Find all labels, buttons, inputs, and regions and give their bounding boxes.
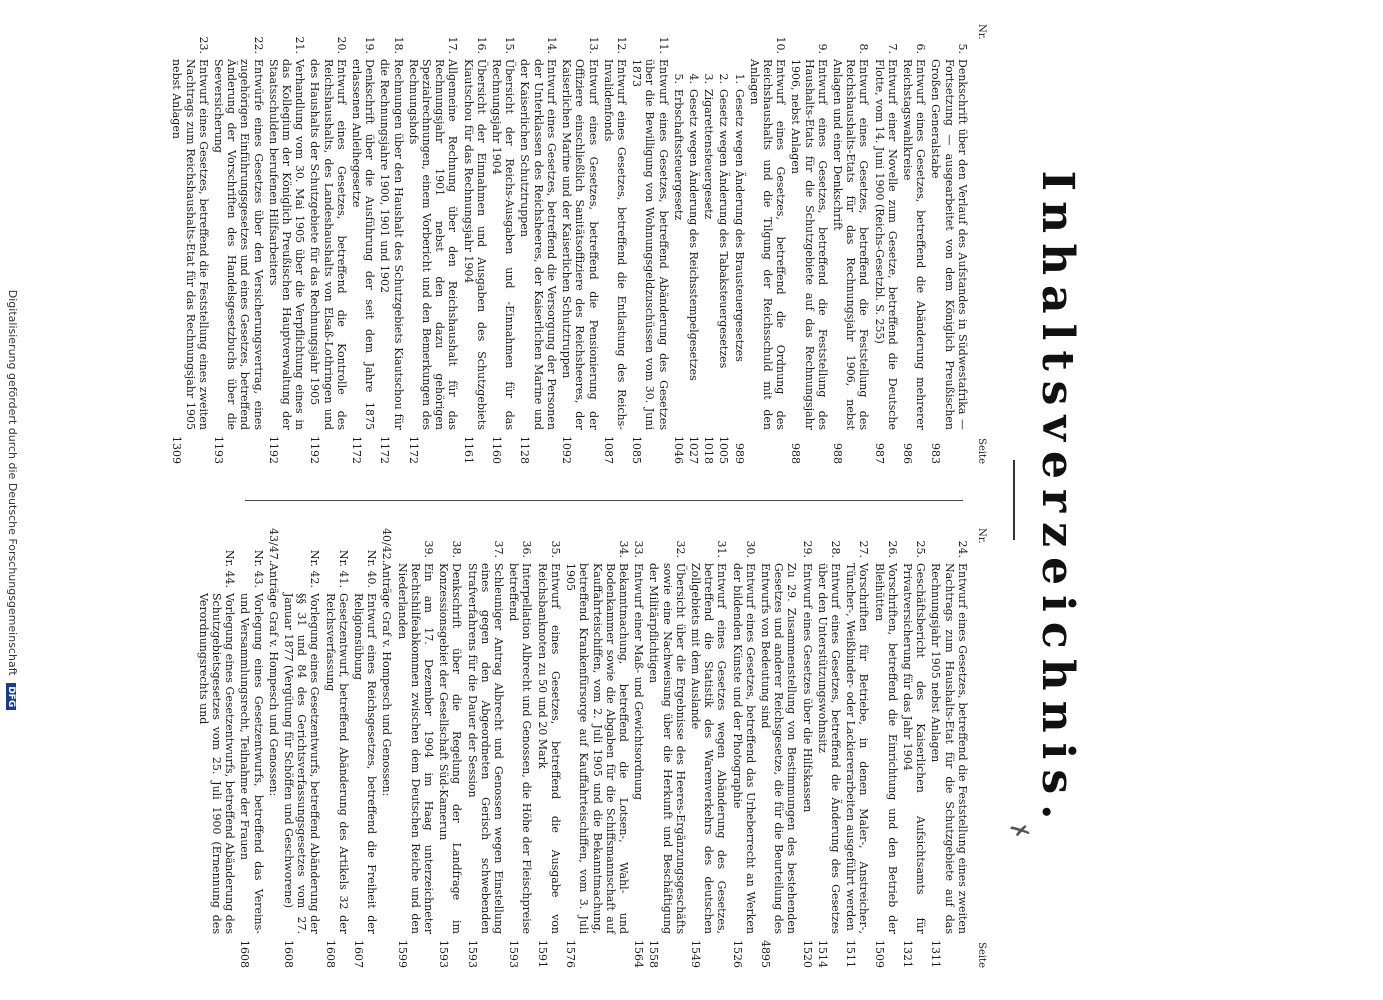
entry-page: 1172 — [406, 436, 420, 464]
pencil-mark-icon: ✗ — [1003, 818, 1034, 845]
entry-title: Erbschaftssteuergesetz — [671, 89, 685, 221]
entry-number: 9. — [815, 43, 829, 54]
entry-number: 5. — [955, 43, 969, 54]
entry-page: 1576 — [564, 940, 578, 968]
toc-entry — [395, 528, 435, 968]
entry-title: Entwurf eines Gesetzes über die Hilfskassen — [800, 563, 814, 813]
entry-page: 1599 — [395, 940, 409, 968]
entry-number: 6. — [914, 43, 928, 54]
toc-entry — [901, 528, 927, 968]
entry-title: Vorlegung eines Gesetzentwurfs, betreffend das Vereins- und Versammlungsrecht, Teilnahme der Frauen — [238, 593, 265, 934]
entry-page: 1027 — [686, 436, 700, 464]
entry-page: 1607 — [352, 940, 366, 968]
entry-number: 4. — [686, 73, 700, 84]
title-rule — [1013, 460, 1015, 540]
toc-entry — [800, 528, 813, 968]
entry-page: 1520 — [800, 940, 814, 968]
entry-page: 4895 — [758, 940, 772, 968]
entry-title: Anträge Graf v. Hompesch und Genossen: — [266, 563, 280, 797]
entry-number: 17. — [446, 36, 460, 54]
entry-page: 1172 — [350, 436, 364, 464]
toc-entry — [748, 24, 788, 464]
entry-title: Allgemeine Rechnung über den Reichshaushalt für das Rechnungsjahr 1901 nebst den dazu gehörigen Spezialrechnungen, einem Vorbericht und den Bemerkungen des Rechnungshofs — [406, 59, 460, 430]
entry-title: Zigarettensteuergesetz — [702, 89, 716, 220]
entry-title: Vorlegung eines Gesetzentwurfs, betreffend Abänderung des Schutzgebietsgesetzes vom 25. Juli 1900 (Ernennung des Verordnungsrechts und — [196, 593, 237, 934]
entry-page: 1309 — [170, 436, 184, 464]
entry-number: 34. — [616, 540, 630, 558]
entry-page: 1192 — [266, 436, 280, 464]
nr-heading: Nr. — [976, 528, 987, 544]
toc-entry — [238, 528, 264, 968]
entry-number: 33. — [632, 540, 646, 558]
entry-title: Zu 29. Zusammenstellung von Bestimmungen des bestehenden Gesetzes und anderer Reichsgesetze, die für die Beurteilung des Entwurfs von Bedeutung sind — [758, 563, 799, 934]
footer-text: Digitalisierung gefördert durch die Deutsche Forschungsgemeinschaft — [6, 289, 19, 676]
toc-entry — [350, 24, 376, 464]
entry-number: 1. — [732, 73, 746, 84]
entry-number: 38. — [450, 540, 464, 558]
toc-entry — [465, 528, 505, 968]
entry-page: 1608 — [323, 940, 337, 968]
nr-heading: Nr. — [976, 24, 987, 40]
entry-title: Vorlegung eines Gesetzentwurfs, betreffend Abänderung der §§ 31 und 84 des Gerichtsverfassungsgesetzes vom 27. Januar 1877 (Vergütung für Schöffen und Geschworene) — [282, 593, 322, 934]
entry-page: 1593 — [507, 940, 521, 968]
entry-title: Übersicht der Einnahmen und Ausgaben des Schutzgebiets Kiautschou für das Rechnungsjahr 1904 — [461, 59, 488, 430]
toc-entry — [267, 24, 307, 464]
toc-entry — [687, 24, 700, 464]
toc-entry — [490, 24, 516, 464]
entry-title: Übersicht über die Ergebnisse des Heeres-Ergänzungsgeschäfts sowie eine Nachweisung über die Herkunft und Beschäftigung der Militärpflichtigen — [647, 563, 687, 934]
entry-page: 1593 — [437, 940, 451, 968]
entry-title: Gesetz wegen Änderung des Tabaksteuergesetzes — [717, 89, 731, 369]
entry-title: Entwurf eines Gesetzes, betreffend die Ordnung des Reichshaushalts und die Tilgung der Reichsschuld mit den Anlagen — [747, 59, 788, 430]
entry-number: 18. — [391, 36, 405, 54]
entry-title: Schleuniger Antrag Albrecht und Genossen wegen Einstellung eines gegen den Abgeordneten Gerisch schwebenden Strafverfahrens für die Dauer der Session — [465, 563, 506, 934]
entry-page: 1128 — [518, 436, 532, 464]
entry-number: 16. — [474, 36, 488, 54]
toc-entry — [901, 24, 927, 464]
entry-page: 1558 — [647, 940, 661, 968]
entry-title: Geschäftsbericht des Kaiserlichen Aufsichtsamts für Privatversicherung für das Jahr 1904 — [900, 563, 928, 934]
entry-title: Entwurf eines Gesetzes, betreffend die Abänderung mehrerer Reichstagswahlkreise — [900, 59, 928, 430]
page-heading: Seite — [976, 438, 987, 464]
entry-page: 989 — [732, 443, 746, 464]
entry-title: Entwurf eines Gesetzes, betreffend das Urheberrecht an Werken der bildenden Künste und der Photographie — [730, 563, 757, 934]
toc-entry — [816, 528, 842, 968]
digitization-footer — [6, 0, 19, 1000]
entry-number: 2. — [717, 73, 731, 84]
entry-number: 28. — [828, 540, 842, 558]
entry-page: 988 — [830, 443, 844, 464]
entry-page: 1608 — [282, 940, 296, 968]
entry-number: Nr. 40. — [365, 549, 379, 588]
entry-page: 988 — [789, 443, 803, 464]
toc-entry — [702, 24, 715, 464]
entry-title: Entwurf eines Gesetzes, betreffend die Versorgung der Personen der Unterklassen des Reichsheeres, der Kaiserlichen Marine und der Kaiserlichen Schutztruppen — [518, 59, 558, 430]
toc-entry — [560, 24, 600, 464]
toc-column-right — [195, 528, 988, 968]
entry-number: 22. — [251, 36, 265, 54]
entry-page: 1514 — [815, 940, 829, 968]
entry-page: 1192 — [308, 436, 322, 464]
toc-entry — [197, 528, 237, 968]
entry-page: 1311 — [929, 940, 943, 968]
column-header — [975, 528, 988, 968]
entry-number: 43/47. — [266, 528, 280, 564]
toc-entry — [789, 24, 829, 464]
toc-entry — [672, 24, 685, 464]
entry-number: 3. — [702, 73, 716, 84]
toc-entry — [308, 24, 348, 464]
entry-page: 1018 — [702, 436, 716, 464]
entry-title: Übersicht der Reichs-Ausgaben und -Einnahmen für das Rechnungsjahr 1904 — [490, 59, 517, 430]
entry-title: Denkschrift über die Regelung der Landfrage im Konzessionsgebiet der Gesellschaft Süd-Kamerun — [437, 563, 464, 934]
entry-page: 1511 — [844, 940, 858, 968]
entry-title: Rechnungen über den Haushalt des Schutzgebiets Kiautschou für die Rechnungsjahre 1900, 1901 und 1902 — [378, 59, 405, 430]
toc-entry — [929, 24, 969, 464]
page-heading: Seite — [976, 942, 987, 968]
toc-entry — [282, 528, 322, 968]
entry-page: 1160 — [490, 436, 504, 464]
entry-number: 14. — [544, 36, 558, 54]
entry-title: Denkschrift über den Verlauf des Aufstandes in Südwestafrika — Fortsetzung — ausgearbeitet von dem Königlich Preußischen Großen Generalstabe — [929, 59, 969, 430]
toc-entry — [170, 24, 210, 464]
toc-entry — [872, 528, 898, 968]
entry-title: Gesetz wegen Änderung des Brausteuergesetzes — [732, 89, 746, 362]
toc-entry — [323, 528, 349, 968]
entry-title: Entwurf eines Gesetzes, betreffend die Feststellung eines zweiten Nachtrags zum Reichshaushalts-Etat für das Rechnungsjahr 1905 nebst Anlagen — [170, 59, 210, 430]
entry-title: Entwurf eines Gesetzes, betreffend die Feststellung eines zweiten Nachtrags zum Haushalts-Etat für die Schutzgebiete auf das Rechnungsjahr 1905 nebst Anlagen — [929, 563, 969, 934]
entry-title: Vorschriften, betreffend die Einrichtung und den Betrieb der Bleihütten — [872, 563, 899, 934]
entry-title: Entwurf eines Gesetzes, betreffend die Pensionierung der Offiziere einschließlich Sanitätsoffiziere des Reichsheeres, der Kaiserlichen Marine und der Kaiserlichen Schutztruppen — [560, 59, 600, 430]
entry-title: Entwurf eines Gesetzes, betreffend die Feststellung des Reichshaushalts-Etats für das Rechnungsjahr 1906, nebst Anlagen und einer Denkschrift — [830, 59, 871, 430]
entry-title: Interpellation Albrecht und Genossen, die Höhe der Fleischpreise betreffend — [507, 563, 534, 934]
toc-entry — [507, 528, 533, 968]
toc-entry — [352, 528, 378, 968]
entry-page: 1085 — [630, 436, 644, 464]
entry-page: 1092 — [560, 436, 574, 464]
toc-entry — [872, 24, 898, 464]
dfg-logo: DFG — [6, 683, 16, 710]
entry-page: 1564 — [632, 940, 646, 968]
entry-number: Nr. 43. — [251, 549, 265, 588]
entry-page: 1193 — [212, 436, 226, 464]
entry-number: Nr. 41. — [336, 549, 350, 588]
entry-title: Entwurf eines Reichsgesetzes, betreffend die Freiheit der Religionsübung — [352, 593, 379, 934]
toc-entry — [437, 528, 463, 968]
entry-number: 26. — [885, 540, 899, 558]
entry-page: 1161 — [461, 436, 475, 464]
entry-number: 5. — [671, 73, 685, 84]
toc-entries-right — [197, 528, 969, 968]
entry-title: Vorschriften für Betriebe, in denen Maler-, Anstreicher-, Tüncher-, Weißbinder- oder Lackiererarbeiten ausgeführt werden — [844, 563, 871, 934]
entry-number: 25. — [914, 540, 928, 558]
toc-entry — [632, 528, 645, 968]
entry-page: 1549 — [688, 940, 702, 968]
toc-entry — [732, 24, 745, 464]
entry-title: Entwurf eines Gesetzes, betreffend Abänderung des Gesetzes über die Bewilligung von Wohnungsgeldzuschüssen vom 30. Juni 1873 — [630, 59, 670, 430]
entry-title: Ein am 17. Dezember 1904 im Haag unterzeichneter Rechtshilfeabkommen zwischen dem Deutschen Reiche und den Niederlanden — [395, 563, 436, 934]
entry-number: 10. — [774, 36, 788, 54]
entry-page: 1172 — [378, 436, 392, 464]
entry-number: 30. — [743, 540, 757, 558]
entry-number: 27. — [857, 540, 871, 558]
entry-page: 1591 — [535, 940, 549, 968]
toc-entry — [831, 24, 871, 464]
entry-title: Entwurf eines Gesetzes, betreffend die Änderung des Gesetzes über den Unterstützungswohnsitz — [815, 563, 842, 934]
entry-title: Entwurf eines Gesetzes, betreffend die Entlastung des Reichs-Invalidenfonds — [601, 59, 628, 430]
toc-entry — [759, 528, 799, 968]
entry-page: 987 — [872, 443, 886, 464]
entry-number: 12. — [614, 36, 628, 54]
toc-entry — [407, 24, 460, 464]
toc-entry — [602, 24, 628, 464]
toc-entries-left — [170, 24, 969, 464]
entry-number: 11. — [656, 36, 670, 54]
column-header — [975, 24, 988, 464]
entry-number: 32. — [673, 540, 687, 558]
entry-title: Gesetz wegen Änderung des Reichsstempelgesetzes — [686, 89, 700, 381]
entry-number: 37. — [492, 540, 506, 558]
entry-number: Nr. 42. — [308, 549, 322, 588]
entry-page: 986 — [900, 443, 914, 464]
toc-entry — [730, 528, 756, 968]
entry-title: Entwurf eines Gesetzes, betreffend die Kontrolle des Reichshaushalts, des Landeshaushalts von Elsaß-Lothringen und des Haushalts der Schutzgebiete für das Rechnungsjahr 1905 — [308, 59, 348, 430]
entry-title: Anträge Graf v. Hompesch und Genossen: — [380, 563, 394, 797]
entry-page: 1087 — [601, 436, 615, 464]
entry-number: 39. — [422, 540, 436, 558]
entry-number: Nr. 44. — [223, 549, 237, 588]
entry-title: Denkschrift über die Ausführung der seit dem Jahre 1875 erlassenen Anleihegesetze — [350, 59, 377, 430]
page-title: Inhaltsverzeichnis. — [1032, 170, 1083, 830]
toc-entry — [689, 528, 729, 968]
entry-number: 15. — [503, 36, 517, 54]
entry-title: Verhandlung vom 30. Mai 1905 über die Verpflichtung eines in das Kollegium der Königlich Preußischen Hauptverwaltung der Staatsschulden berufenen Hilfsarbeiters — [266, 59, 307, 430]
entry-number: 21. — [293, 36, 307, 54]
entry-title: Gesetzentwurf, betreffend Abänderung des Artikels 32 der Reichsverfassung — [323, 593, 350, 934]
toc-column-left — [168, 24, 988, 464]
toc-entry — [461, 24, 487, 464]
toc-entry — [378, 24, 404, 464]
entry-page: 1526 — [730, 940, 744, 968]
entry-page: 1321 — [900, 940, 914, 968]
toc-entry — [267, 528, 280, 968]
toc-entry — [929, 528, 969, 968]
entry-page: 983 — [929, 443, 943, 464]
toc-entry — [380, 528, 393, 968]
entry-title: Entwurf einer Maß- und Gewichtsordnung — [632, 563, 646, 801]
toc-entry — [630, 24, 670, 464]
entry-title: Entwurf eines Gesetzes, betreffend die Ausgabe von Reichsbanknoten zu 50 und 20 Mark — [535, 563, 562, 934]
entry-number: 13. — [586, 36, 600, 54]
toc-entry — [717, 24, 730, 464]
entry-number: 29. — [800, 540, 814, 558]
entry-page: 1046 — [671, 436, 685, 464]
entry-title: Entwurf einer Novelle zum Gesetze, betreffend die Deutsche Flotte, vom 14. Juni 1900 (Reichs-Gesetzbl. S. 255) — [872, 59, 899, 430]
entry-page: 1593 — [465, 940, 479, 968]
entry-number: 40/42. — [380, 528, 394, 564]
entry-number: 31. — [715, 540, 729, 558]
entry-title: Entwürfe eines Gesetzes über den Versicherungsvertrag, eines zugehörigen Einführungsgesetzes und eines Gesetzes, betreffend Änderung der Vorschriften des Handelsgesetzbuchs über die Seeversicherung — [212, 59, 265, 430]
entry-number: 24. — [955, 540, 969, 558]
toc-entry — [844, 528, 870, 968]
entry-number: 23. — [196, 36, 210, 54]
entry-number: 7. — [885, 43, 899, 54]
entry-title: Bekanntmachung, betreffend die Lotsen-, Wahl- und Bodenkammer sowie die Abgaben für die Schiffsmannschaft auf Kauffahrteischiffen, vom 2. Juli 1905 und die Bekanntmachung, betreffend Krankenfürsorge auf Kauffahrteischiffen, vom 3. Juli 1905 — [564, 563, 630, 934]
toc-entry — [647, 528, 687, 968]
toc-entry — [564, 528, 630, 968]
entry-number: 36. — [520, 540, 534, 558]
toc-entry — [212, 24, 265, 464]
column-divider — [245, 500, 963, 501]
entry-page: 1005 — [717, 436, 731, 464]
entry-number: 35. — [548, 540, 562, 558]
entry-page: 1509 — [872, 940, 886, 968]
entry-title: Entwurf eines Gesetzes wegen Abänderung des Gesetzes, betreffend die Statistik des Warenverkehrs des deutschen Zollgebiets mit dem Auslande — [688, 563, 729, 934]
entry-title: Entwurf eines Gesetzes, betreffend die Feststellung des Haushalts-Etats für die Schutzgebiete auf das Rechnungsjahr 1906, nebst Anlagen — [789, 59, 829, 430]
entry-number: 20. — [334, 36, 348, 54]
toc-entry — [536, 528, 562, 968]
entry-number: 19. — [363, 36, 377, 54]
entry-number: 8. — [857, 43, 871, 54]
entry-page: 1608 — [238, 940, 252, 968]
toc-entry — [518, 24, 558, 464]
